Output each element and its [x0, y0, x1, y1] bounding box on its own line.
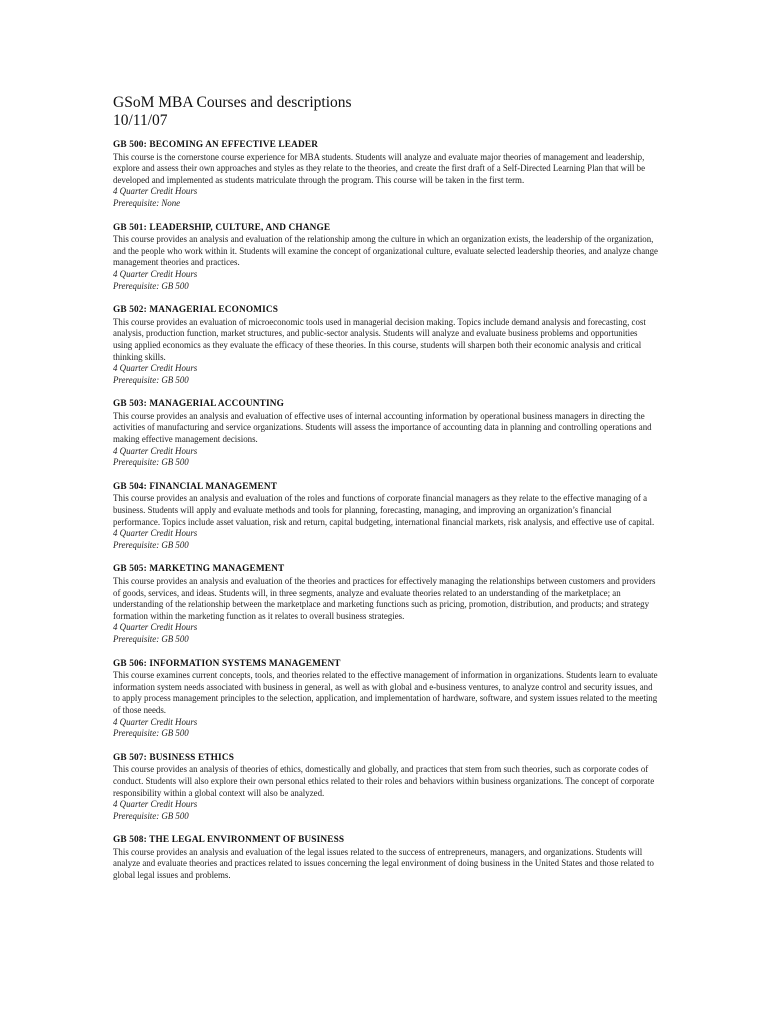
course-credits: 4 Quarter Credit Hours — [113, 528, 198, 539]
course-entry — [113, 564, 658, 645]
document-page — [113, 94, 658, 895]
course-prerequisite: Prerequisite: GB 500 — [113, 633, 189, 644]
course-heading: GB 507: BUSINESS ETHICS — [113, 752, 235, 763]
course-entry — [113, 305, 658, 386]
course-prerequisite: Prerequisite: GB 500 — [113, 457, 189, 468]
course-entry — [113, 223, 658, 293]
course-heading: GB 506: INFORMATION SYSTEMS MANAGEMENT — [113, 658, 341, 669]
course-code: GB 504 — [113, 481, 144, 492]
course-prerequisite: Prerequisite: GB 500 — [113, 374, 189, 385]
course-credits: 4 Quarter Credit Hours — [113, 186, 198, 197]
course-code: GB 503 — [113, 399, 144, 410]
course-code: GB 507 — [113, 752, 144, 763]
course-name: MANAGERIAL ECONOMICS — [149, 305, 279, 316]
course-description: This course is the cornerstone course experience for MBA students. Students will analyze and evaluate major theories of management and leadership, explore and assess their own approaches and styles as they relate to the theories, and create the first draft of a Self-Directed Learning Plan that will be developed and implemented as students matriculate through the program. This course will be taken in the first term. — [113, 151, 646, 185]
course-name: BECOMING AN EFFECTIVE LEADER — [149, 140, 319, 150]
course-description: This course provides an analysis and evaluation of the relationship among the culture in which an organization exists, the leadership of the organization, and the people who work within it. Students will examine the concept of organizational culture, evaluate selected leadership theories, and analyze change management theories and practices. — [113, 234, 658, 268]
course-name: MANAGERIAL ACCOUNTING — [149, 399, 284, 410]
document-date: 10/11/07 — [113, 112, 168, 129]
course-entry — [113, 835, 658, 881]
course-name: THE LEGAL ENVIRONMENT OF BUSINESS — [149, 835, 345, 846]
course-name: LEADERSHIP, CULTURE, AND CHANGE — [149, 222, 331, 233]
course-name: BUSINESS ETHICS — [149, 752, 235, 763]
course-prerequisite: Prerequisite: GB 500 — [113, 810, 189, 821]
course-code: GB 508 — [113, 835, 144, 846]
course-heading: GB 501: LEADERSHIP, CULTURE, AND CHANGE — [113, 222, 331, 233]
course-prerequisite: Prerequisite: GB 500 — [113, 539, 189, 550]
course-description: This course examines current concepts, tools, and theories related to the effective management of information in organizations. Students learn to evaluate information system needs associated with business in general, as well as with global and e-business ventures, to analyze control and security issues, and to apply process management principles to the selection, application, and implementation of hardware, software, and system issues related to the meeting of those needs. — [113, 670, 658, 715]
course-code: GB 502 — [113, 305, 144, 316]
course-entry — [113, 399, 658, 469]
course-heading: GB 500: BECOMING AN EFFECTIVE LEADER — [113, 140, 319, 150]
course-code: GB 501 — [113, 222, 144, 233]
course-list — [113, 140, 658, 882]
course-description: This course provides an analysis and evaluation of the theories and practices for effectively managing the relationships between customers and providers of goods, services, and ideas. Students will, in three segments, analyze and evaluate theories related to an understanding of the marketplace; an understanding of the relationship between the marketplace and marketing functions such as pricing, promotion, distribution, and products; and strategy formation within the marketing function as it relates to overall business strategies. — [113, 576, 656, 621]
course-entry — [113, 659, 658, 740]
course-description: This course provides an analysis of theories of ethics, domestically and globally, and practices that stem from such theories, such as corporate codes of conduct. Students will also explore their own personal ethics related to their roles and behaviors within business organizations. The concept of corporate responsibility within a global context will also be analyzed. — [113, 764, 655, 798]
course-name: FINANCIAL MANAGEMENT — [149, 481, 278, 492]
course-description: This course provides an analysis and evaluation of the roles and functions of corporate financial managers as they relate to the effective managing of a business. Students will apply and evaluate methods and tools for planning, forecasting, managing, and improving an organization’s financial performance. Topics include asset valuation, risk and return, capital budgeting, international financial markets, risk analysis, and effective use of capital. — [113, 493, 655, 527]
course-description: This course provides an evaluation of microeconomic tools used in managerial decision making. Topics include demand analysis and forecasting, cost analysis, production function, market structures, and public-sector analysis. Students will analyze and evaluate business problems and opportunities using applied economics as they evaluate the efficacy of these theories. In this course, students will sharpen both their economic analysis and critical thinking skills. — [113, 316, 646, 362]
course-entry — [113, 140, 658, 210]
course-prerequisite: Prerequisite: None — [113, 197, 181, 208]
course-credits: 4 Quarter Credit Hours — [113, 622, 198, 633]
course-prerequisite: Prerequisite: GB 500 — [113, 280, 189, 291]
course-credits: 4 Quarter Credit Hours — [113, 445, 198, 456]
course-code: GB 505 — [113, 564, 144, 575]
course-name: MARKETING MANAGEMENT — [149, 564, 285, 575]
course-credits: 4 Quarter Credit Hours — [113, 363, 198, 374]
course-heading: GB 504: FINANCIAL MANAGEMENT — [113, 481, 278, 492]
course-heading: GB 503: MANAGERIAL ACCOUNTING — [113, 399, 284, 410]
course-code: GB 506 — [113, 658, 144, 669]
course-name: INFORMATION SYSTEMS MANAGEMENT — [149, 658, 341, 669]
course-description: This course provides an analysis and evaluation of effective uses of internal accounting information by operational business managers in directing the activities of manufacturing and service organizations. Students will assess the importance of accounting data in planning and controlling operations and making effective management decisions. — [113, 410, 652, 445]
course-credits: 4 Quarter Credit Hours — [113, 799, 198, 810]
course-entry — [113, 482, 658, 552]
course-heading: GB 508: THE LEGAL ENVIRONMENT OF BUSINESS — [113, 835, 345, 846]
course-prerequisite: Prerequisite: GB 500 — [113, 728, 189, 739]
course-description: This course provides an analysis and evaluation of the legal issues related to the success of entrepreneurs, managers, and organizations. Students will analyze and evaluate theories and practices related to issues concerning the legal environment of doing business in the United States and those related to global legal issues and problems. — [113, 846, 654, 881]
course-entry — [113, 753, 658, 823]
course-credits: 4 Quarter Credit Hours — [113, 268, 198, 279]
course-heading: GB 505: MARKETING MANAGEMENT — [113, 564, 285, 575]
course-credits: 4 Quarter Credit Hours — [113, 716, 198, 727]
document-title: GSoM MBA Courses and descriptions — [113, 94, 352, 111]
course-code: GB 500 — [113, 140, 144, 150]
course-heading: GB 502: MANAGERIAL ECONOMICS — [113, 305, 279, 316]
